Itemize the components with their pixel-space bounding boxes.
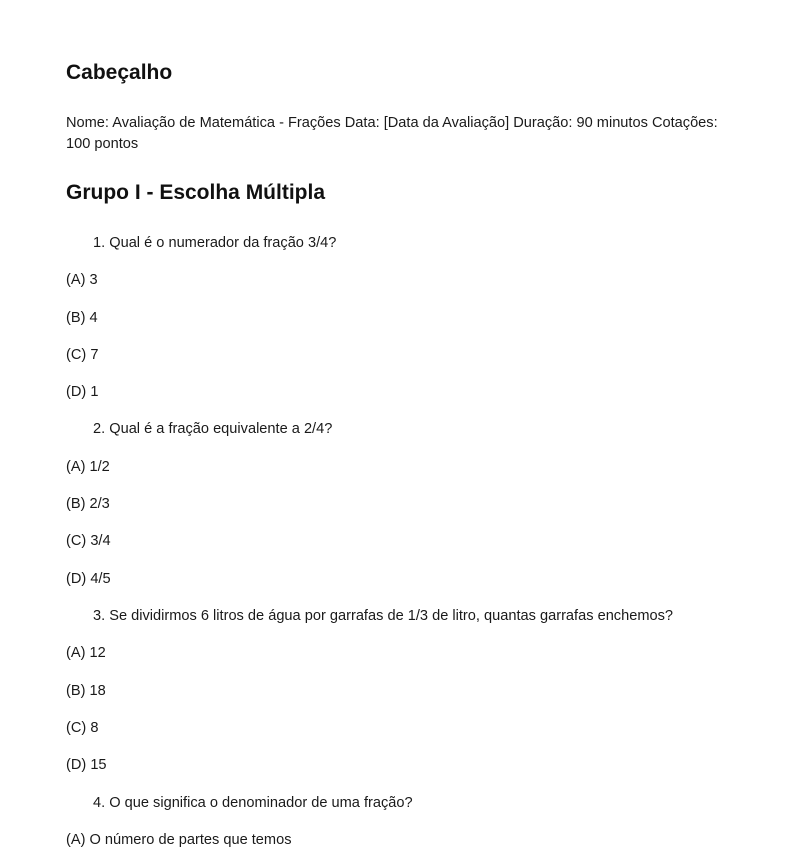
question-3: 3. Se dividirmos 6 litros de água por garrafas de 1/3 de litro, quantas garrafas enchemos? [93, 608, 674, 624]
question-1-option-a: (A) 3 [66, 272, 98, 288]
question-1-option-c: (C) 7 [66, 347, 99, 363]
question-3-option-a: (A) 12 [66, 645, 106, 661]
exam-info: Nome: Avaliação de Matemática - Frações Data: [Data da Avaliação] Duração: 90 minutos Cotações: 100 pontos [66, 115, 718, 152]
question-4: 4. O que significa o denominador de uma fração? [93, 795, 413, 811]
question-2-option-b: (B) 2/3 [66, 496, 110, 512]
group-title: Grupo I - Escolha Múltipla [66, 181, 326, 204]
question-1-option-b: (B) 4 [66, 310, 98, 326]
question-2-option-c: (C) 3/4 [66, 533, 111, 549]
question-2-option-a: (A) 1/2 [66, 459, 110, 475]
question-3-option-b: (B) 18 [66, 683, 106, 699]
header-title: Cabeçalho [66, 61, 173, 84]
question-3-option-c: (C) 8 [66, 720, 99, 736]
question-4-option-a: (A) O número de partes que temos [66, 832, 292, 848]
question-1: 1. Qual é o numerador da fração 3/4? [93, 235, 337, 251]
question-1-option-d: (D) 1 [66, 384, 99, 400]
question-2: 2. Qual é a fração equivalente a 2/4? [93, 421, 333, 437]
question-3-option-d: (D) 15 [66, 757, 107, 773]
question-2-option-d: (D) 4/5 [66, 571, 111, 587]
